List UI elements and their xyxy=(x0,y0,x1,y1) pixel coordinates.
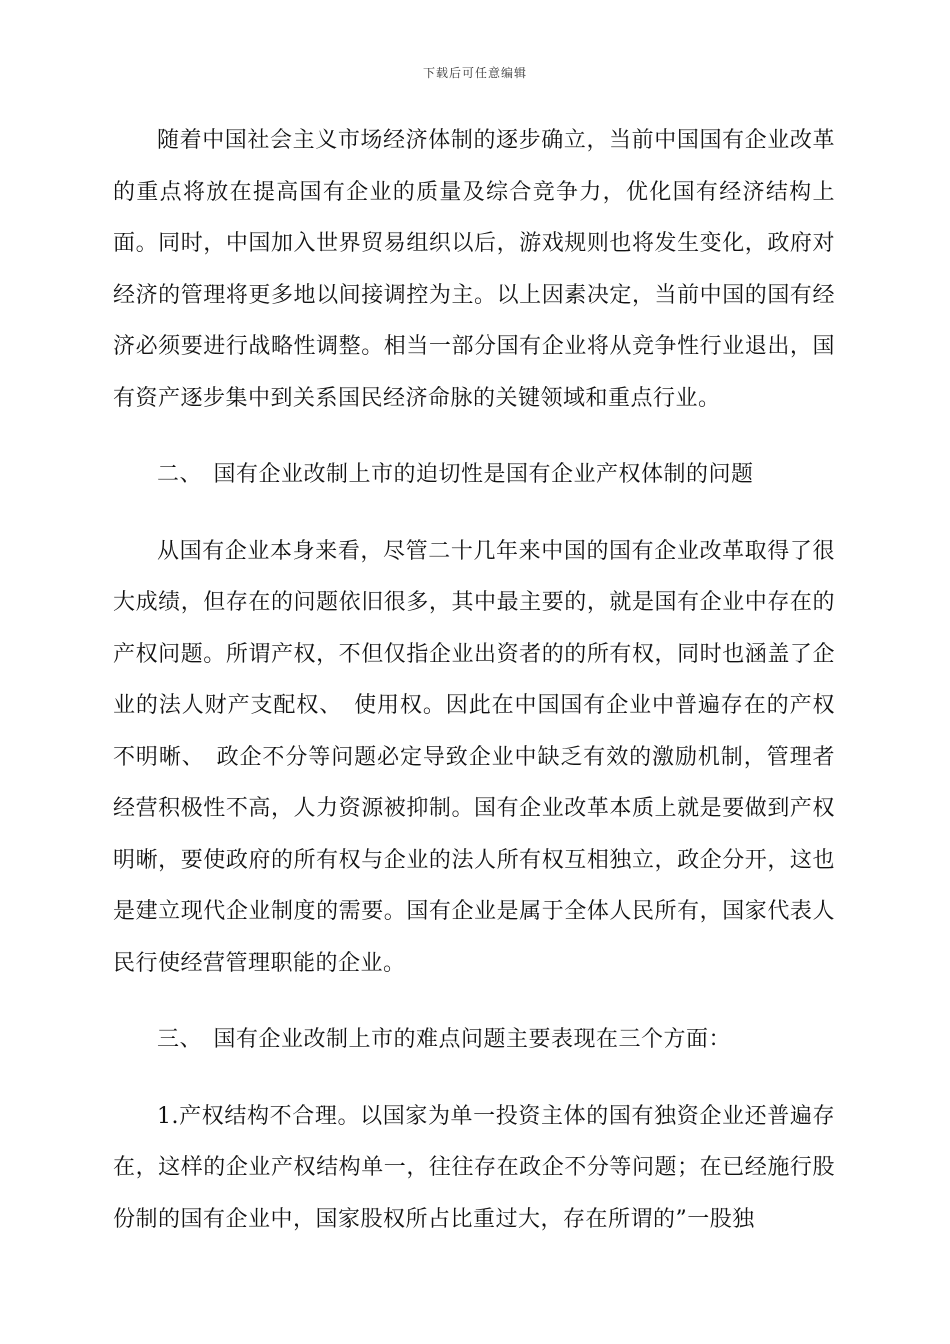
page-header: 下载后可任意编辑 xyxy=(422,66,527,80)
paragraph-intro: 随着中国社会主义市场经济体制的逐步确立，当前中国国有企业改革的重点将放在提高国有企业的质量及综合竞争力，优化国有经济结构上面。同时，中国加入世界贸易组织以后，游戏规则也将发生变化，政府对经济的管理将更多地以间接调控为主。以上因素决定，当前中国的国有经济必须要进行战略性调整。相当一部分国有企业将从竞争性行业退出，国有资产逐步集中到关系国民经济命脉的关键领域和重点行业。 xyxy=(113,128,835,411)
paragraph-point-1: 1.产权结构不合理。以国家为单一投资主体的国有独资企业还普遍存在，这样的企业产权结构单一，往往存在政企不分等问题；在已经施行股份制的国有企业中，国家股权所占比重过大，存在所谓的”一股独 xyxy=(113,1103,835,1232)
paragraph-property-rights: 从国有企业本身来看，尽管二十几年来中国的国有企业改革取得了很大成绩，但存在的问题依旧很多，其中最主要的，就是国有企业中存在的产权问题。所谓产权，不但仅指企业出资者的的所有权，同时也涵盖了企业的法人财产支配权、 使用权。因此在中国国有企业中普遍存在的产权不明晰、 政企不分等问题必定导致企业中缺乏有效的激励机制，管理者经营积极性不高，人力资源被抑制。国有企业改革本质上就是要做到产权明晰，要使政府的所有权与企业的法人所有权互相独立，政企分开，这也是建立现代企业制度的需要。国有企业是属于全体人民所有，国家代表人民行使经营管理职能的企业。 xyxy=(113,538,835,976)
section-heading-3: 三、 国有企业改制上市的难点问题主要表现在三个方面： xyxy=(157,1027,732,1052)
document-body xyxy=(113,115,835,1270)
section-heading-2: 二、 国有企业改制上市的迫切性是国有企业产权体制的问题 xyxy=(157,462,754,487)
